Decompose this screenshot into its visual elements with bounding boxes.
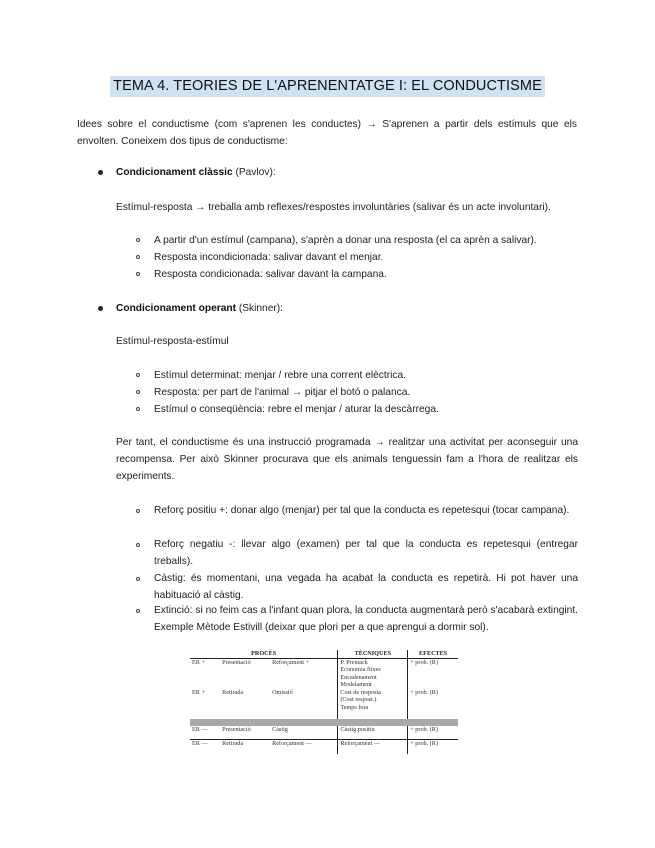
table-divider <box>190 719 458 726</box>
operant-item: Estímul o conseqüència: rebre el menjar / aturar la descàrrega. <box>154 404 439 415</box>
classic-item: Resposta incondicionada: salivar davant el menjar. <box>154 252 384 263</box>
table-cell: Reforçament + <box>272 658 310 666</box>
operant-item: Resposta: per part de l'animal → pitjar el botó o palanca. <box>154 387 411 398</box>
table-cell: Omissió <box>272 688 293 696</box>
operant-heading-bold: Condicionament operant <box>116 303 236 314</box>
classic-item: Resposta condicionada: salivar davant la campana. <box>154 269 387 280</box>
table-cell: Cost de resposta (Cost respost.) Temps fora <box>338 689 408 719</box>
table-divider-row <box>190 719 458 726</box>
classic-item: A partir d'un estímul (campana), s'aprèn a donar una resposta (el ca aprèn a salivar). <box>154 235 537 246</box>
reinforcement-item: Reforç positiu +: donar algo (menjar) per tal que la conducta es repetesqui (tocar campana). <box>154 505 570 516</box>
table-cell: ER — <box>192 740 208 747</box>
table-header-techniques: TÈCNIQUES <box>338 650 408 658</box>
table-cell: Retirada <box>222 688 244 696</box>
operant-description: Estímul-resposta-estímul <box>116 336 229 347</box>
table-row <box>190 740 458 754</box>
bullet-icon <box>98 306 103 311</box>
table-row <box>190 726 458 740</box>
table-cell: + prob. (R) <box>408 726 458 740</box>
table-cell: Retirada <box>222 740 244 747</box>
circle-bullet-icon <box>136 577 140 581</box>
circle-bullet-icon <box>136 407 140 411</box>
table-cell: Presentació <box>222 658 251 666</box>
table-header-effects: EFECTES <box>408 650 458 658</box>
process-table <box>190 650 458 754</box>
operant-heading <box>116 300 283 317</box>
operant-paragraph: Per tant, el conductisme és una instrucció programada → realitzar una activitat per aconseguir una recompensa. Per això Skinner procurava que els animals tenguessin fam a l'hora de realitzar els experiments. <box>116 437 578 482</box>
classic-heading-bold: Condicionament clàssic <box>116 167 233 178</box>
table-cell: ER + <box>192 658 205 666</box>
circle-bullet-icon <box>136 543 140 547</box>
circle-bullet-icon <box>136 373 140 377</box>
operant-item: Estímul determinat: menjar / rebre una corrent elèctrica. <box>154 370 406 381</box>
table-header-process: PROCÉS <box>190 650 338 658</box>
classic-heading <box>116 164 276 181</box>
table-cell: ER + <box>192 688 205 696</box>
operant-author: (Skinner): <box>238 303 284 314</box>
reinforcement-item: Reforç negatiu -: llevar algo (examen) per tal que la conducta es repetesqui (entregar treballs). <box>154 539 578 567</box>
reinforcement-item: Càstig: és momentani, una vegada ha acabat la conducta es repetirà. Hi pot haver una habituació al càstig. <box>154 573 578 601</box>
bullet-icon <box>98 170 103 175</box>
table-cell: Càstig <box>270 726 338 740</box>
intro-paragraph: Idees sobre el conductisme (com s'aprenen les conductes) → S'aprenen a partir dels estímuls que els envolten. Coneixem dos tipus de conductisme: <box>77 119 577 147</box>
reinforcement-item: Extinció: si no feim cas a l'infant quan plora, la conducta augmentarà però s'acabarà extingint. Exemple Mètode Estivill (deixar que plori per a que aprengui a dormir sol). <box>154 605 578 633</box>
table-cell: Reforçament — <box>338 740 408 754</box>
table-cell: Càstig positiu <box>338 726 408 740</box>
classic-author: (Pavlov): <box>235 167 276 178</box>
circle-bullet-icon <box>136 255 140 259</box>
table-cell: + prob. (R) <box>408 689 458 719</box>
table-row <box>190 658 458 689</box>
table-cell: + prob. (R) <box>408 658 458 689</box>
classic-description: Estímul-resposta → treballa amb reflexes/respostes involuntàries (salivar és un acte involuntari). <box>116 202 551 213</box>
table-cell: ER — <box>190 726 220 740</box>
table-row <box>190 689 458 719</box>
circle-bullet-icon <box>136 609 140 613</box>
title-container <box>0 76 655 97</box>
table-cell: P. Premack Economia fitxes Encadenament Modelament <box>338 658 408 689</box>
circle-bullet-icon <box>136 238 140 242</box>
circle-bullet-icon <box>136 272 140 276</box>
circle-bullet-icon <box>136 390 140 394</box>
table-cell: Presentació <box>220 726 270 740</box>
circle-bullet-icon <box>136 509 140 513</box>
table-cell: Reforçament — <box>272 740 312 747</box>
page-title: TEMA 4. TEORIES DE L'APRENENTATGE I: EL CONDUCTISME <box>110 76 545 97</box>
table-cell: + prob. (R) <box>408 740 458 754</box>
